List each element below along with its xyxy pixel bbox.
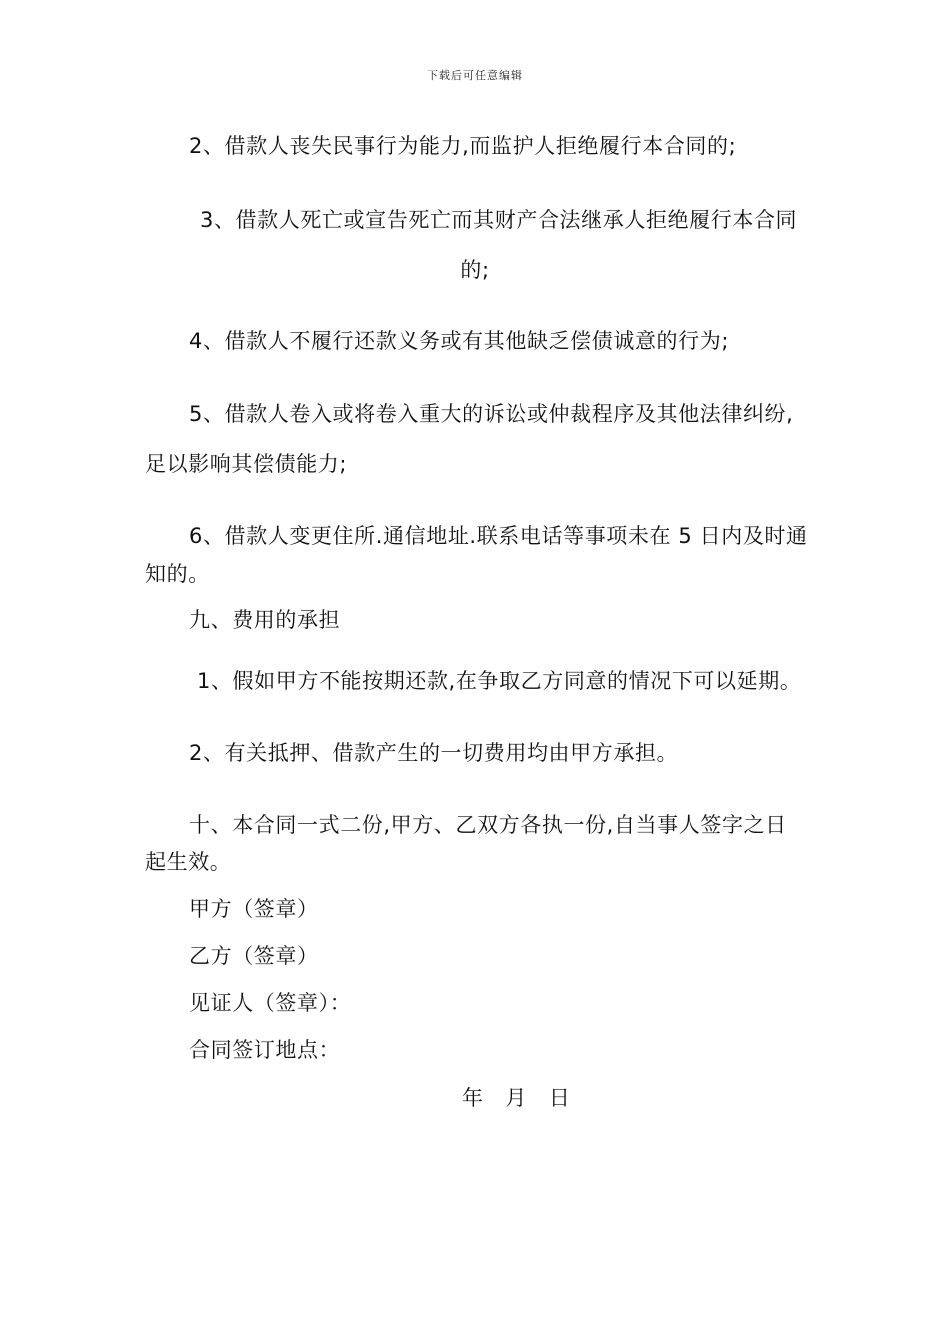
clause-item-5-line-1: 5、借款人卷入或将卷入重大的诉讼或仲裁程序及其他法律纠纷,	[189, 402, 794, 426]
clause-item-2: 2、借款人丧失民事行为能力,而监护人拒绝履行本合同的;	[189, 134, 737, 158]
section-10-line-2: 起生效。	[145, 850, 232, 874]
clause-item-4: 4、借款人不履行还款义务或有其他缺乏偿债诚意的行为;	[189, 329, 730, 353]
section-9-item-1: 1、假如甲方不能按期还款,在争取乙方同意的情况下可以延期。	[197, 669, 802, 693]
section-10-line-1: 十、本合同一式二份,甲方、乙双方各执一份,自当事人签字之日	[189, 813, 787, 837]
signing-place: 合同签订地点：	[189, 1038, 341, 1062]
signature-party-b: 乙方（签章）	[189, 944, 319, 968]
section-9-heading: 九、费用的承担	[189, 608, 341, 632]
clause-item-6-line-2: 知的。	[145, 562, 210, 586]
signature-party-a: 甲方（签章）	[189, 897, 319, 921]
clause-item-3-line-2: 的;	[460, 258, 490, 282]
clause-item-3-line-1: 3、借款人死亡或宣告死亡而其财产合法继承人拒绝履行本合同	[200, 208, 798, 232]
section-9-item-2: 2、有关抵押、借款产生的一切费用均由甲方承担。	[189, 741, 679, 765]
header-note: 下载后可任意编辑	[427, 69, 523, 82]
signature-witness: 见证人（签章）：	[189, 991, 352, 1015]
clause-item-5-line-2: 足以影响其偿债能力;	[145, 452, 348, 476]
signing-date: 年 月 日	[462, 1086, 571, 1110]
clause-item-6-line-1: 6、借款人变更住所.通信地址.联系电话等事项未在 5 日内及时通	[189, 524, 808, 548]
